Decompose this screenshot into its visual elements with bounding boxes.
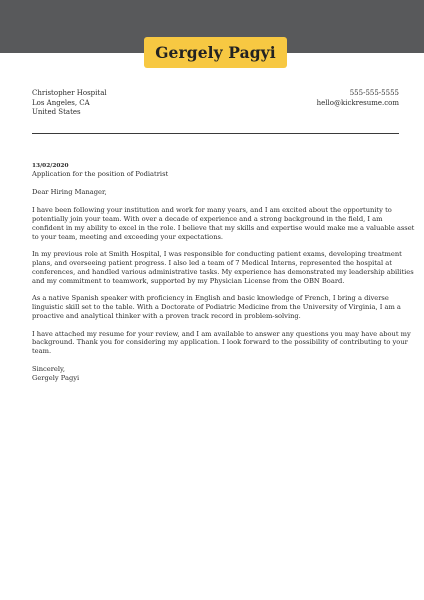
sender-line: Christopher Hospital [32,89,107,97]
contact-info [317,89,399,108]
letter-body [32,162,415,383]
sender-line: Los Angeles, CA [32,98,90,107]
paragraph-line: linguistic skill set to the table. With a Doctorate of Podiatric Medicine from the University of Virginia, I am a [32,303,401,312]
paragraph-line: In my previous role at Smith Hospital, I was responsible for conducting patient exams, developing treatment [32,250,402,259]
applicant-name: Gergely Pagyi [155,43,276,62]
closing: Sincerely, [32,364,66,373]
paragraph-line: background. Thank you for considering my application. I look forward to the possibility of contributing to your [32,338,408,347]
divider [32,133,399,134]
paragraph-line: I have been following your institution and work for many years, and I am excited about the opportunity to [32,205,392,214]
letter-date: 13/02/2020 [32,163,69,169]
phone-number: 555-555-5555 [349,89,399,97]
paragraph-line: As a native Spanish speaker with proficiency in English and basic knowledge of French, I bring a diverse [32,294,389,303]
paragraph [32,205,415,242]
paragraph [32,250,414,286]
paragraph-line: conferences, and handled various administrative tasks. My experience has demonstrated my leadership abilities [32,267,414,276]
name-plate [144,37,287,68]
email-address: hello@kickresume.com [316,98,399,107]
paragraph-line: potentially join your team. With over a decade of experience and a strong background in the field, I am [32,214,383,223]
sender-line: United States [32,108,81,117]
paragraph-line: proactive and analytical thinker with a proven track record in problem-solving. [32,312,301,321]
paragraph [32,329,411,357]
paragraph-line: confident in my ability to excel in the role. I believe that my skills and expertise would make me a valuable asset [32,223,415,232]
signature: Gergely Pagyi [32,373,80,382]
paragraph-line: team. [32,347,52,356]
sign-off [32,365,404,383]
sender-address [32,89,107,118]
letter-greeting: Dear Hiring Manager, [32,187,107,196]
paragraph-line: and my commitment to teamwork, supported by my Physician License from the OBN Board. [32,276,345,285]
paragraph-line: plans, and overseeing patient progress. I also led a team of 7 Medical Interns, represented the hospital at [32,258,392,267]
paragraph [32,294,404,321]
letter-subject: Application for the position of Podiatrist [32,170,169,178]
paragraph-line: I have attached my resume for your review, and I am available to answer any questions you may have about my [32,329,411,338]
paragraph-line: to your team, meeting and exceeding your expectations. [32,232,224,241]
